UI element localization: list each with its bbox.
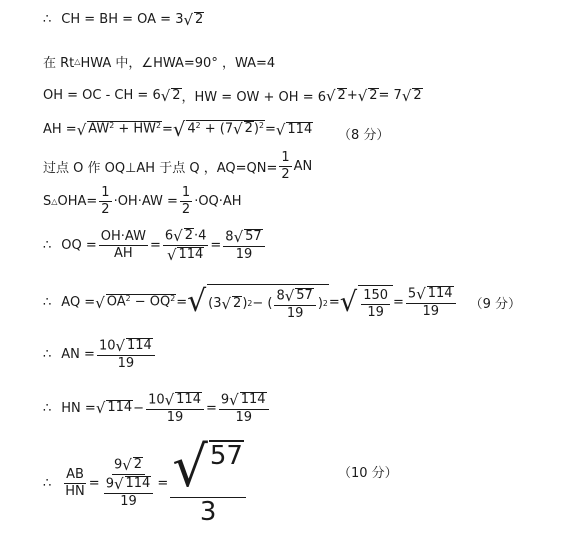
line-2 [43,52,275,71]
sqrt: √ 2 [357,86,378,105]
score-8: （8 分） [338,128,390,143]
line-4 [43,120,313,140]
triangle-symbol: △ [74,57,81,66]
line-10 [43,392,271,425]
sqrt: √ 2 [401,86,422,105]
equals: = [88,475,100,491]
therefore-symbol: ∴ [43,294,52,310]
sqrt: √ $4^2 + (7$ √ 2 )$^2$ [172,118,264,141]
equals: = [264,122,276,138]
fraction: 10 √ 114 19 [146,392,204,425]
equals: = [393,294,404,310]
line-4-text-a: AH = [43,122,77,138]
line-11 [43,435,248,527]
line-3-text-d: = 7 [378,88,402,103]
equals: = [162,122,173,138]
therefore-symbol: ∴ [43,237,52,253]
line-7 [43,228,267,263]
line-8 [43,284,521,321]
line-9-text-a: AN = [61,346,95,362]
line-6-text-m1: ·OH·AW = [113,193,178,209]
sqrt: √ $OA^2 - OQ^2$ [95,293,176,312]
sqrt: √ 2 [183,10,204,29]
sqrt: √ 114 [275,120,313,139]
line-2-text-a: 在 Rt [43,56,75,71]
triangle-symbol: △ [51,196,58,206]
line-2-text-b: HWA 中，∠HWA=90° ，WA=4 [80,56,276,71]
line-8-text-a: AQ = [61,294,96,310]
score-10: （10 分） [338,466,398,481]
equals: = [149,237,161,253]
sqrt: √ (3 √ 2 ) 2 − ( 8 √ 57 19 ) 2 [187,284,328,321]
line-3-text-a: OH = OC - CH = 6 [43,88,161,103]
fraction: 8 √ 57 19 [223,229,264,262]
equals: = [86,193,98,209]
equals: = [205,400,217,416]
line-1 [43,12,204,28]
fraction: $\frac{1}{2}$ [281,150,290,182]
minus: − [133,400,145,416]
compound-fraction: 9 √ 2 9 √ 114 19 [102,457,156,509]
fraction: $\frac{1}{2}$ [101,185,110,217]
equals: = [176,294,188,310]
sqrt: √ $\frac{150}{19}$ [340,285,393,319]
therefore-symbol: ∴ [43,400,52,416]
line-7-text-a: OQ = [61,237,97,253]
sqrt: √ 114 [95,399,133,418]
line-10-text-a: HN = [61,400,96,416]
sqrt: √ 2 [326,86,346,105]
fraction: $\frac{1}{2}$ [181,185,191,217]
fraction: 6 √ 2 ·4 √ 114 [164,226,207,264]
therefore-symbol: ∴ [43,475,52,491]
sqrt: √ $AW^2 + HW^2$ [76,121,162,140]
line-6-text-b: OHA [57,193,87,209]
equals: = [328,294,340,310]
line-6-text-m2: ·OQ·AH [194,193,242,209]
line-9 [43,338,157,371]
line-3-text-c: + [346,88,358,103]
line-1-text: CH = BH = OA = 3 [61,12,184,28]
fraction: 10 √ 114 19 [97,338,155,371]
line-3 [43,86,423,105]
therefore-symbol: ∴ [43,346,52,362]
fraction: 9 √ 114 19 [219,392,269,425]
fraction: 5 √ 114 19 [406,286,456,319]
line-5-text-a: 过点 O 作 OQ⊥AH 于点 Q ，AQ=QN= [43,160,278,176]
line-5-text-b: AN [293,158,313,174]
fraction: $\frac{OH\cdot AW}{AH}$ [100,229,146,261]
fraction: $\frac{AB}{HN}$ [65,466,85,499]
big-fraction: √ 57 3 [170,440,246,526]
line-5 [43,151,312,181]
sqrt: √ 2 [160,86,181,105]
equals: = [157,475,169,491]
equals: = [210,237,222,253]
therefore-symbol: ∴ [43,12,52,28]
line-6-text-a: S [43,193,52,209]
line-3-text-b: ，HW = OW + OH = 6 [181,90,326,105]
line-6 [43,186,242,216]
score-9: （9 分） [469,296,521,312]
